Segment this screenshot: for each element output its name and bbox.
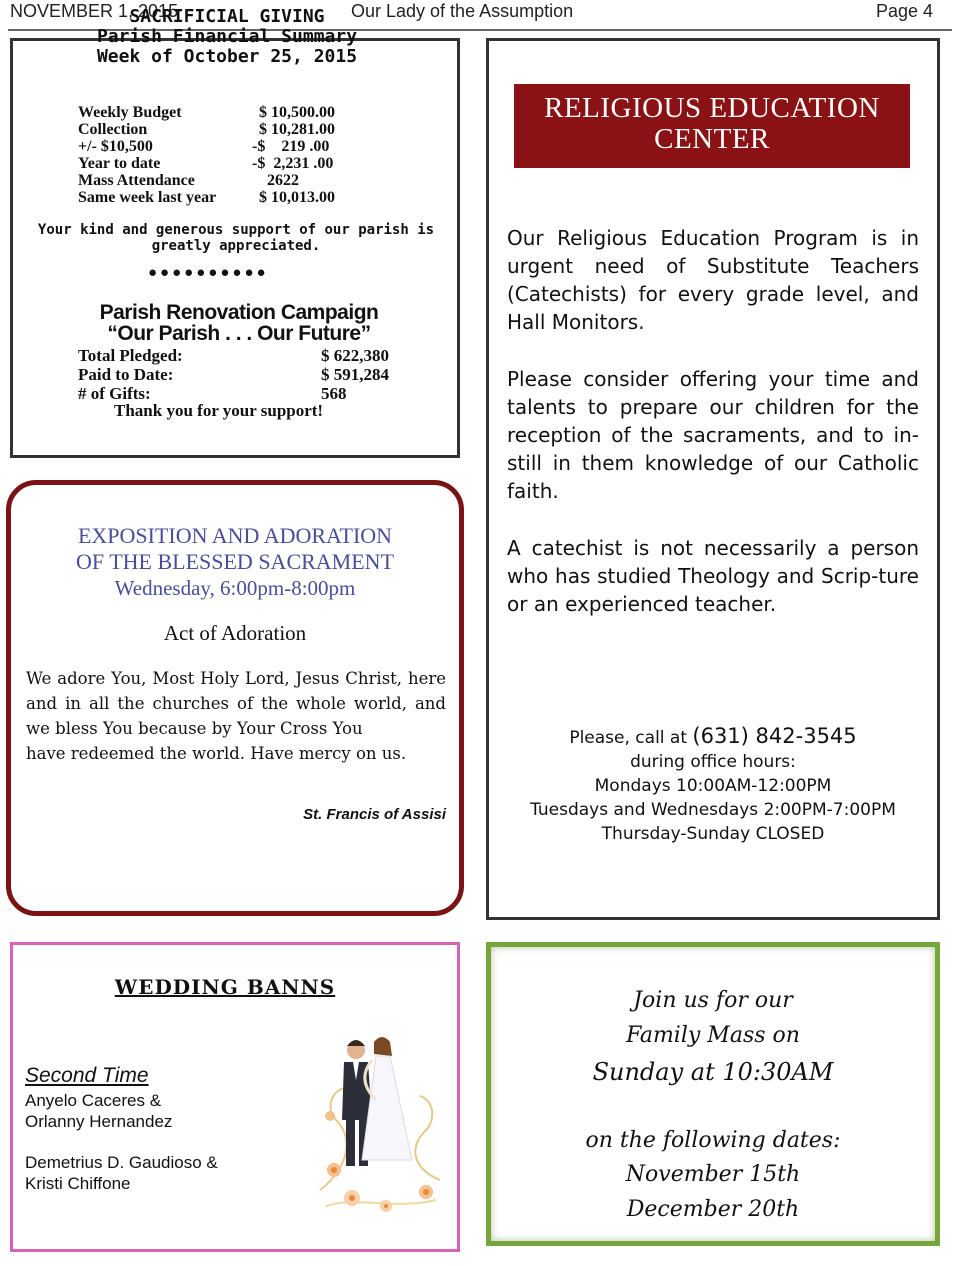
banner-line: CENTER <box>654 123 770 155</box>
family-mass-time: Sunday at 10:30AM <box>592 1058 834 1086</box>
family-mass-date: December 20th <box>626 1197 800 1222</box>
thank-you-note: Thank you for your support! <box>114 401 324 420</box>
header-parish-name: Our Lady of the Assumption <box>351 1 574 21</box>
call-line <box>490 724 936 750</box>
pledge-label: Paid to Date: <box>78 365 174 384</box>
exposition-title-line: OF THE BLESSED SACRAMENT <box>75 549 395 574</box>
couple-name: Demetrius D. Gaudioso & <box>25 1153 218 1172</box>
financial-row <box>78 138 329 155</box>
financial-value: $ 10,281.00 <box>259 121 335 138</box>
religious-ed-paragraph: Our Religious Education Program is in urgent need of Substitute Teachers (Catechists) for every grade level, and Hall Monitors. <box>507 226 919 334</box>
couple-name: Anyelo Caceres & <box>25 1091 162 1110</box>
financial-label: Same week last year <box>78 189 217 206</box>
giving-title-line: Week of October 25, 2015 <box>96 46 358 67</box>
giving-title-line: SACRIFICIAL GIVING <box>129 6 325 27</box>
couple-name: Orlanny Hernandez <box>25 1112 173 1131</box>
header-date: NOVEMBER 1, 2015 <box>10 1 179 21</box>
renovation-title-line: Parish Renovation Campaign <box>99 301 379 324</box>
financial-row <box>78 121 335 138</box>
wedding-couple-illustration <box>316 1020 444 1216</box>
financial-value: -$ 2,231 .00 <box>252 155 334 172</box>
family-mass-line: Family Mass on <box>626 1023 800 1048</box>
office-hours-label: during office hours: <box>630 752 796 772</box>
renovation-subtitle: “Our Parish . . . Our Future” <box>107 322 371 345</box>
act-of-adoration-title: Act of Adoration <box>163 621 307 645</box>
banner-line: RELIGIOUS EDUCATION <box>544 92 880 124</box>
financial-row <box>78 104 335 121</box>
office-hours-line: Tuesdays and Wednesdays 2:00PM-7:00PM <box>530 800 896 820</box>
religious-ed-paragraph: Please consider offering your time and talents to prepare our children for the reception of the sacraments, and to in-still in them knowledge of our Catholic faith. <box>507 367 919 503</box>
adoration-prayer <box>26 666 446 766</box>
giving-title <box>0 7 454 67</box>
pledge-value: $ 591,284 <box>321 365 389 384</box>
office-hours <box>490 724 936 846</box>
financial-label: Weekly Budget <box>78 104 182 121</box>
family-mass-line: Join us for our <box>633 988 793 1013</box>
family-mass-date: November 15th <box>625 1162 801 1187</box>
renovation-campaign-title <box>0 302 478 344</box>
financial-value: $ 10,500.00 <box>259 104 335 121</box>
exposition-title-line: EXPOSITION AND ADORATION <box>77 523 393 548</box>
pledge-value: 568 <box>321 384 347 403</box>
exposition-time: Wednesday, 6:00pm-8:00pm <box>114 576 356 600</box>
call-prefix: Please, call at <box>569 728 693 748</box>
pledge-row <box>78 365 389 384</box>
financial-value: $ 10,013.00 <box>259 189 335 206</box>
financial-value: 2622 <box>259 172 299 189</box>
religious-ed-paragraph: A catechist is not necessarily a person who has studied Theology and Scrip-ture or an experienced teacher. <box>507 536 919 616</box>
prayer-text: have redeemed the world. Have mercy on us. <box>26 744 407 763</box>
phone-number[interactable]: (631) 842-3545 <box>692 724 857 748</box>
dot-divider: ●●●●●●●●●● <box>148 264 269 281</box>
pledge-label: # of Gifts: <box>78 384 151 403</box>
office-hours-line: Mondays 10:00AM-12:00PM <box>594 776 832 796</box>
pledge-label: Total Pledged: <box>78 346 183 365</box>
exposition-title <box>20 523 450 575</box>
family-mass-line: on the following dates: <box>585 1128 841 1153</box>
financial-value: -$ 219 .00 <box>252 138 330 155</box>
financial-label: Year to date <box>78 155 161 172</box>
header-page-number: Page 4 <box>876 1 934 21</box>
pledge-value: $ 622,380 <box>321 346 389 365</box>
prayer-attribution: St. Francis of Assisi <box>303 806 446 823</box>
office-hours-line: Thursday-Sunday CLOSED <box>601 824 825 844</box>
financial-row <box>78 189 335 206</box>
support-note: Your kind and generous support of our parish is greatly appreciated. <box>37 222 435 254</box>
giving-title-line: Parish Financial Summary <box>96 26 358 47</box>
pledge-row <box>78 346 389 365</box>
financial-label: Collection <box>78 121 148 138</box>
couple-name: Kristi Chiffone <box>25 1174 131 1193</box>
financial-row <box>78 155 333 172</box>
second-time-heading: Second Time <box>25 1064 149 1087</box>
prayer-text: We adore You, Most Holy Lord, Jesus Christ, here and in all the churches of the whole world, and we bless You because by Your Cross You <box>26 669 446 738</box>
financial-label: Mass Attendance <box>78 172 195 189</box>
wedding-banns-title: WEDDING BANNS <box>114 975 336 999</box>
religious-education-banner <box>514 84 910 168</box>
financial-row <box>78 172 299 189</box>
financial-label: +/- $10,500 <box>78 138 153 155</box>
